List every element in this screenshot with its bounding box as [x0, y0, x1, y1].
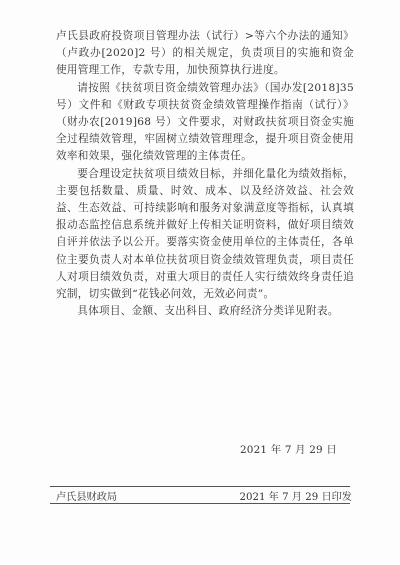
document-body — [56, 28, 354, 320]
paragraph-performance-guidelines: 请按照《扶贫项目资金绩效管理办法》（国办发[2018]35 号）文件和《财政专项扶贫资金绩效管理操作指南（试行）》（财办农[2019]68 号）文件要求，对财政扶贫项目资金实施全过程绩效管理，牢固树立绩效管理理念，提升项目资金使用效率和效果，强化绩效管理的主体责任。 — [56, 81, 354, 163]
signature-date: 2021 年 7 月 29 日 — [240, 444, 337, 456]
footer-bottom-rule — [50, 503, 350, 504]
paragraph-continuation: 卢氏县政府投资项目管理办法（试行）>等六个办法的通知》（卢政办[2020]2 号）的相关规定，负责项目的实施和资金使用管理工作，专款专用，加快预算执行进度。 — [56, 30, 354, 77]
paragraph-attachment-note: 具体项目、金额、支出科目、政府经济分类详见附表。 — [77, 305, 339, 318]
issue-date: 2021 年 7 月 29 日印发 — [239, 492, 352, 503]
footer-top-rule — [50, 486, 350, 487]
paragraph-performance-targets: 要合理设定扶贫项目绩效目标，并细化量化为绩效指标，主要包括数量、质量、时效、成本、以及经济效益、社会效益、生态效益、可持续影响和服务对象满意度等指标，认真填报动态监控信息系统并做好上传相关证明资料，做好项目绩效自评并依法予以公开。要落实资金使用单位的主体责任，各单位主要负责人对本单位扶贫项目资金绩效管理负责，项目责任人对项目绩效负责，对重大项目的责任人实行绩效终身责任追究制，切实做到“花钱必问效，无效必问责”。 — [56, 167, 354, 301]
issuance-footer — [56, 488, 352, 503]
issuer-name: 卢氏县财政局 — [56, 492, 118, 503]
